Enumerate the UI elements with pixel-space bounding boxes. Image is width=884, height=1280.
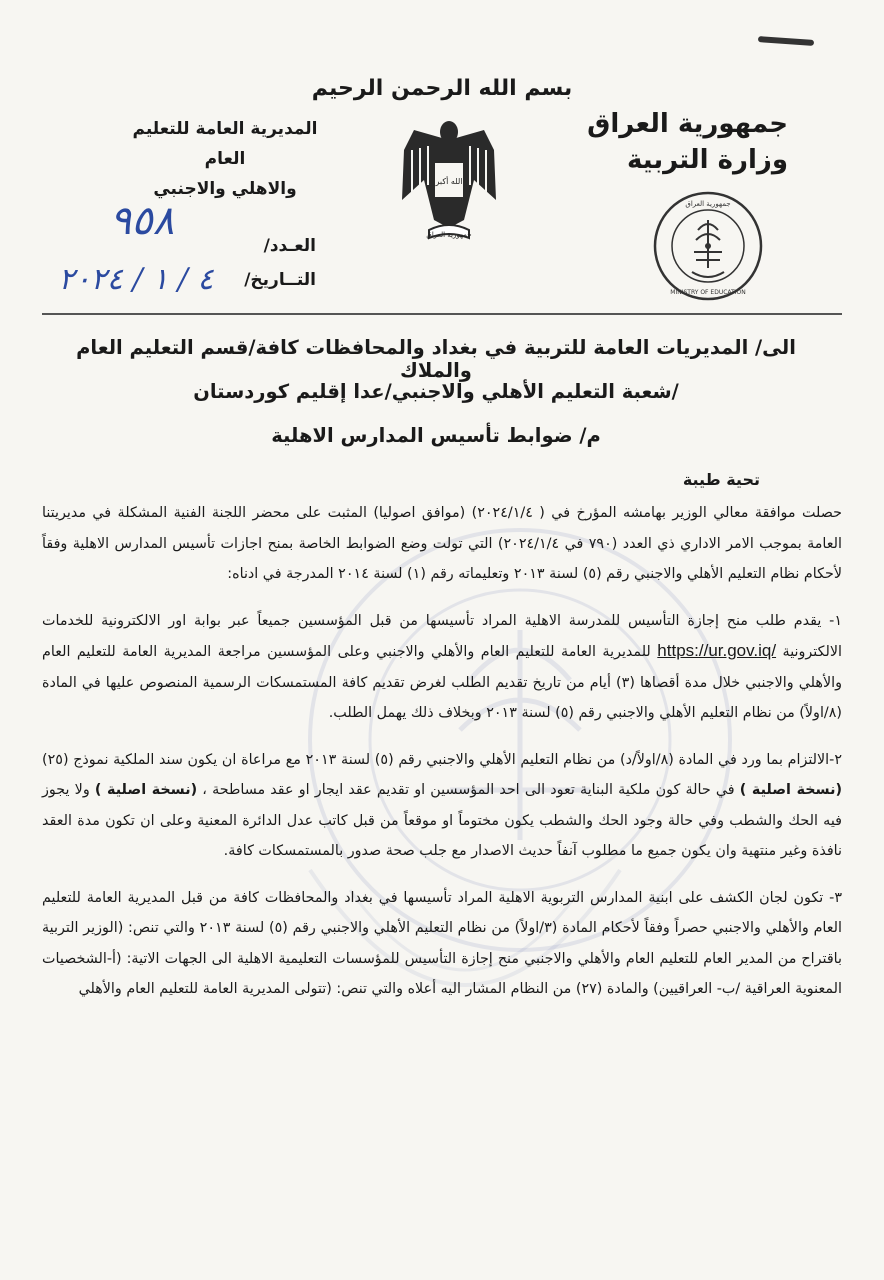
item-1-text-a: ١- يقدم طلب منح إجازة التأسيس للمدرسة الاهلية المراد تأسيسها من قبل المؤسسين جميعاً عبر بوابة اور الالكترونية للخدمات الالكترونية	[42, 612, 842, 660]
stamp-text-top: جمهورية العراق	[685, 200, 731, 208]
item-1-text-b: للمديرية العامة للتعليم العام والأهلي والاجنبي وعلى المؤسسين مراجعة المديرية العامة للتعليم العام والأهلي والاجنبي خلال مدة أقصاها (٣) أيام من تاريخ تقديم الطلب لغرض تقديم كافة المستمسكات الرسمية المنصوص عليها في المادة (٨/اولاً) من نظام التعليم الأهلي والاجنبي رقم (٥) لسنة ٢٠١٣ وبخلاف ذلك يهمل الطلب.	[42, 644, 842, 721]
handwritten-number: ٩٥٨	[109, 198, 175, 244]
ministry-name: وزارة التربية	[626, 145, 788, 175]
emblem-motto: الله أكبر	[435, 177, 463, 186]
subject-line: م/ ضوابط تأسيس المدارس الاهلية	[271, 424, 601, 447]
handwritten-date: ٤ / ١ / ٢٠٢٤	[58, 262, 214, 297]
ministry-stamp-icon	[652, 190, 764, 302]
emblem-caption: جمهورية العراق	[426, 231, 472, 239]
original-copy-note-1: (نسخة اصلية )	[739, 782, 842, 798]
original-copy-note-2: (نسخة اصلية )	[94, 782, 198, 798]
number-label: العـدد/	[263, 236, 316, 256]
address-line-2: /شعبة التعليم الأهلي والاجنبي/عدا إقليم كوردستان	[193, 380, 679, 403]
header-divider	[42, 313, 842, 315]
item-1-paragraph	[42, 606, 842, 729]
ur-portal-link[interactable]: https://ur.gov.iq/	[657, 641, 777, 660]
address-line-1: الى/ المديريات العامة للتربية في بغداد والمحافظات كافة/قسم التعليم العام والملاك	[76, 336, 796, 382]
stamp-text-bottom: MINISTRY OF EDUCATION	[670, 289, 746, 296]
letter-body	[42, 498, 842, 1021]
basmala: بسم الله الرحمن الرحيم	[311, 76, 573, 101]
item-2-text-e: ولا يجوز فيه الحك والشطب وفي حالة وجود الحك والشطب يكون مختوماً او موقعاً من قبل كاتب عدل الدائرة المعنية وعلى ان تكون مدة العقد نافذة وغير منتهية وان يكون جميع ما مطلوب آنفاً حديث الاصدار مع جلب صحة صدور بالمستمسكات كافة.	[42, 782, 842, 859]
iraq-eagle-emblem-icon	[394, 110, 504, 250]
directorate-block	[110, 114, 340, 204]
ministry-country: جمهورية العراق	[587, 109, 788, 139]
item-3-paragraph: ٣- تكون لجان الكشف على ابنية المدارس التربوية الاهلية المراد تأسيسها في بغداد والمحافظات كافة من قبل المديرية العامة للتعليم العام والأهلي والاجنبي حصراً وفقاً لأحكام المادة (٣/اولاً) من نظام التعليم الأهلي والاجنبي رقم (٥) لسنة ٢٠١٣ والتي تنص: (الوزير التربية باقتراح من المدير العام للتعليم العام والأهلي والاجنبي منح إجازة التأسيس للمؤسسات التعليمية الاهلية الى الجهات الاتية: (أ-الشخصيات المعنوية العراقية /ب- العراقيين) والمادة (٢٧) من النظام المشار اليه أعلاه والتي تنص: (تتولى المديرية العامة للتعليم العام والأهلي	[42, 889, 843, 997]
date-label: التــاريخ/	[244, 270, 316, 290]
item-2-text-a: ٢-الالتزام بما ورد في المادة (٨/اولاً/د) من نظام التعليم الأهلي والاجنبي رقم (٥) لسنة ٢٠١٣ مع مراعاة ان يكون سند الملكية نموذج (٢٥)	[42, 751, 842, 768]
directorate-line1: المديرية العامة للتعليم العام	[132, 119, 318, 169]
directorate-line2: والاهلي والاجنبي	[153, 179, 297, 199]
item-2-paragraph	[42, 745, 842, 867]
pen-mark	[758, 36, 814, 46]
ministry-block	[568, 106, 788, 178]
intro-paragraph: حصلت موافقة معالي الوزير بهامشه المؤرخ في ( ٢٠٢٤/١/٤) (موافق اصوليا) المثبت على محضر اللجنة الفنية المشكلة في مديريتنا العامة بموجب الامر الاداري ذي العدد (٧٩٠ في ٢٠٢٤/١/٤) التي تولت وضع الضوابط الخاصة بمنح اجازات تأسيس المدارس الاهلية وفقاً لأحكام نظام التعليم الأهلي والاجنبي رقم (٥) لسنة ٢٠١٣ وتعليماته رقم (١) لسنة ٢٠١٤ المدرجة في ادناه:	[42, 505, 842, 582]
item-2-text-c: في حالة كون ملكية البناية تعود الى احد المؤسسين او تقديم عقد ايجار او عقد مساطحة ،	[197, 782, 740, 798]
greeting: تحية طيبة	[682, 470, 760, 489]
